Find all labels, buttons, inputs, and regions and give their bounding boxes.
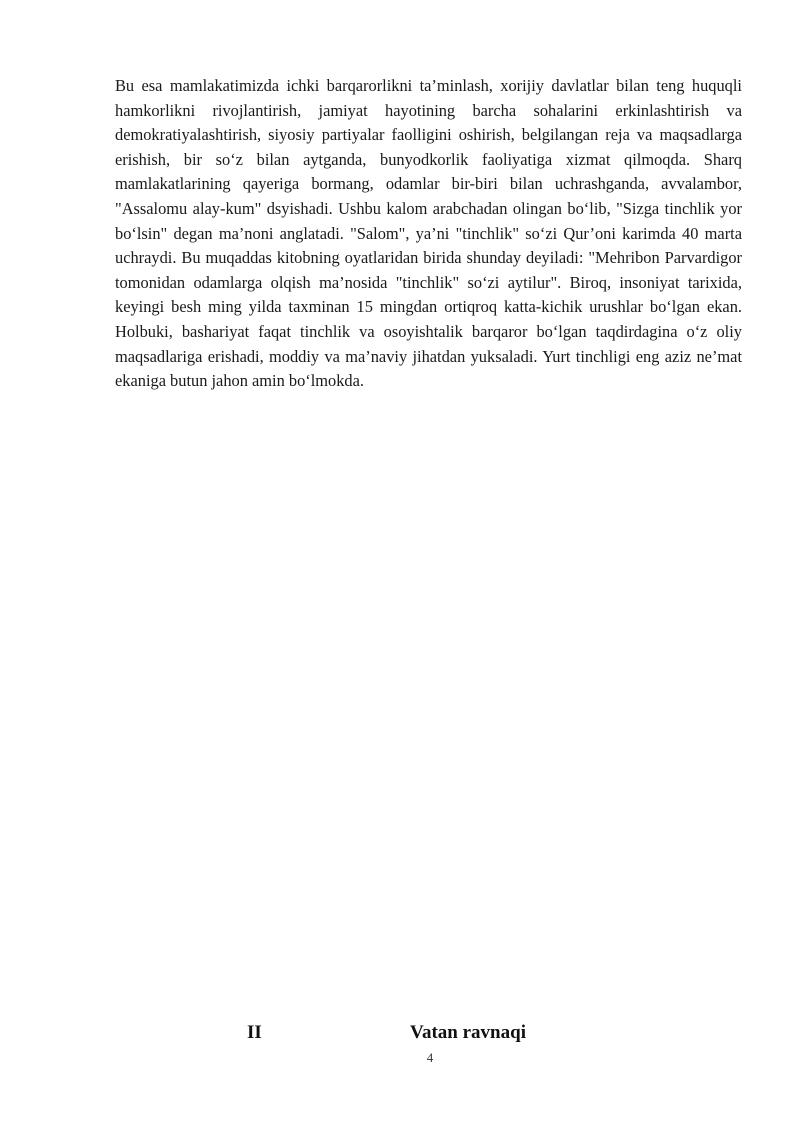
section-number: II	[247, 1022, 262, 1043]
page-number: 4	[426, 1050, 434, 1065]
section-title: Vatan ravnaqi	[410, 1022, 526, 1043]
section-heading	[0, 1020, 800, 1048]
body-paragraph: Bu esa mamlakatimizda ichki barqarorlikni ta’minlash, xorijiy davlatlar bilan teng huquqli hamkorlikni rivojlantirish, jamiyat hayotining barcha sohalarini erkinlashtirish va demokratiyalashtirish, siyosiy partiyalar faolligini oshirish, belgilangan reja va maqsadlarga erishish, bir so‘z bilan aytganda, bunyodkorlik faoliyatiga xizmat qilmoqda. Sharq mamlakatlarining qayeriga bormang, odamlar bir-biri bilan uchrashganda, avvalambor, "Assalomu alay-kum" dsyishadi. Ushbu kalom arabchadan olingan bo‘lib, "Sizga tinchlik yor bo‘lsin" degan ma’noni anglatadi. "Salom", ya’ni "tinchlik" so‘zi Qur’oni karimda 40 marta uchraydi. Bu muqaddas kitobning oyatlaridan birida shunday deyiladi: "Mehribon Parvardigor tomonidan odamlarga olqish ma’nosida "tinchlik" so‘zi aytilur". Biroq, insoniyat tarixida, keyingi besh ming yilda taxminan 15 mingdan ortiqroq katta-kichik urushlar bo‘lgan ekan. Holbuki, bashariyat faqat tinchlik va osoyishtalik barqaror bo‘lgan taqdirdagina o‘z oliy maqsadlariga erishadi, moddiy va ma’naviy jihatdan yuksaladi. Yurt tinchligi eng aziz ne’mat ekaniga butun jahon amin bo‘lmokda.	[115, 76, 742, 391]
